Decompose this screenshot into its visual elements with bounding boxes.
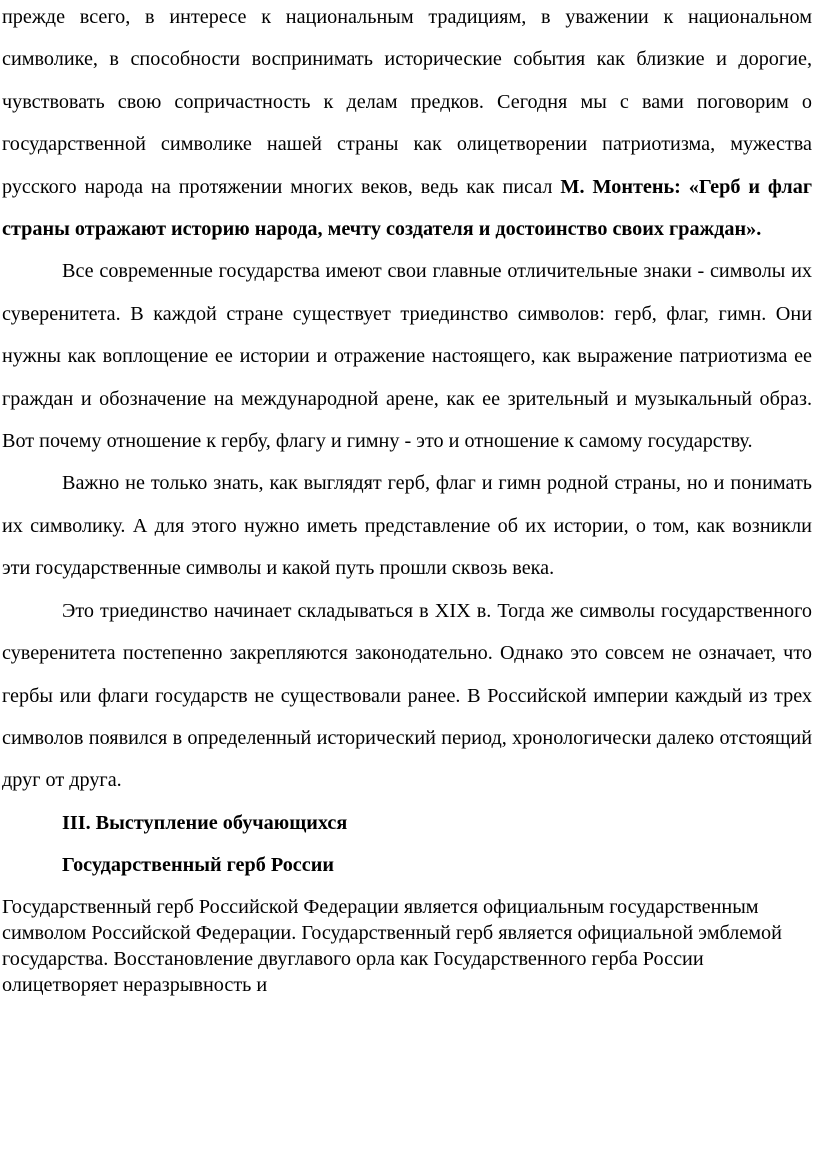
paragraph-intro bbox=[2, 0, 812, 250]
paragraph-modern-states: Все современные государства имеют свои главные отличительные знаки - символы их суверенитета. В каждой стране существует триединство символов: герб, флаг, гимн. Они нужны как воплощение ее истории и отражение настоящего, как выражение патриотизма ее граждан и обозначение на международной арене, как ее зрительный и музыкальный образ. Вот почему отношение к гербу, флагу и гимну - это и отношение к самому государству. bbox=[2, 260, 812, 453]
montaigne-quote: М. Монтень: «Герб и флаг страны отражают историю народа, мечту создателя и достоинство своих граждан». bbox=[2, 175, 812, 241]
paragraph-symbolism: Важно не только знать, как выглядят герб, флаг и гимн родной страны, но и понимать их символику. А для этого нужно иметь представление об их истории, о том, как возникли эти государственные символы и какой путь прошли сквозь века. bbox=[2, 472, 812, 580]
subsection-heading: Государственный герб России bbox=[62, 854, 334, 877]
paragraph-coat-of-arms: Государственный герб Российской Федерации является официальным государственным символом Российской Федерации. Государственный герб является официальной эмблемой государства. Восстановление двуглавого орла как Государственного герба России олицетворяет неразрывность и bbox=[2, 895, 782, 996]
paragraph-trinity: Это триединство начинает складываться в XIX в. Тогда же символы государственного суверенитета постепенно закрепляются законодательно. Однако это совсем не означает, что гербы или флаги государств не существовали ранее. В Российской империи каждый из трех символов появился в определенный исторический период, хронологически далеко отстоящий друг от друга. bbox=[2, 599, 812, 792]
paragraph-intro-text: прежде всего, в интересе к национальным традициям, в уважении к национальном символике, в способности воспринимать исторические события как близкие и дорогие, чувствовать свою сопричастность к делам предков. Сегодня мы с вами поговорим о государственной символике нашей страны как олицетворении патриотизма, мужества русского народа на протяжении многих веков, ведь как писал bbox=[2, 6, 812, 198]
section-heading: III. Выступление обучающихся bbox=[62, 811, 348, 834]
